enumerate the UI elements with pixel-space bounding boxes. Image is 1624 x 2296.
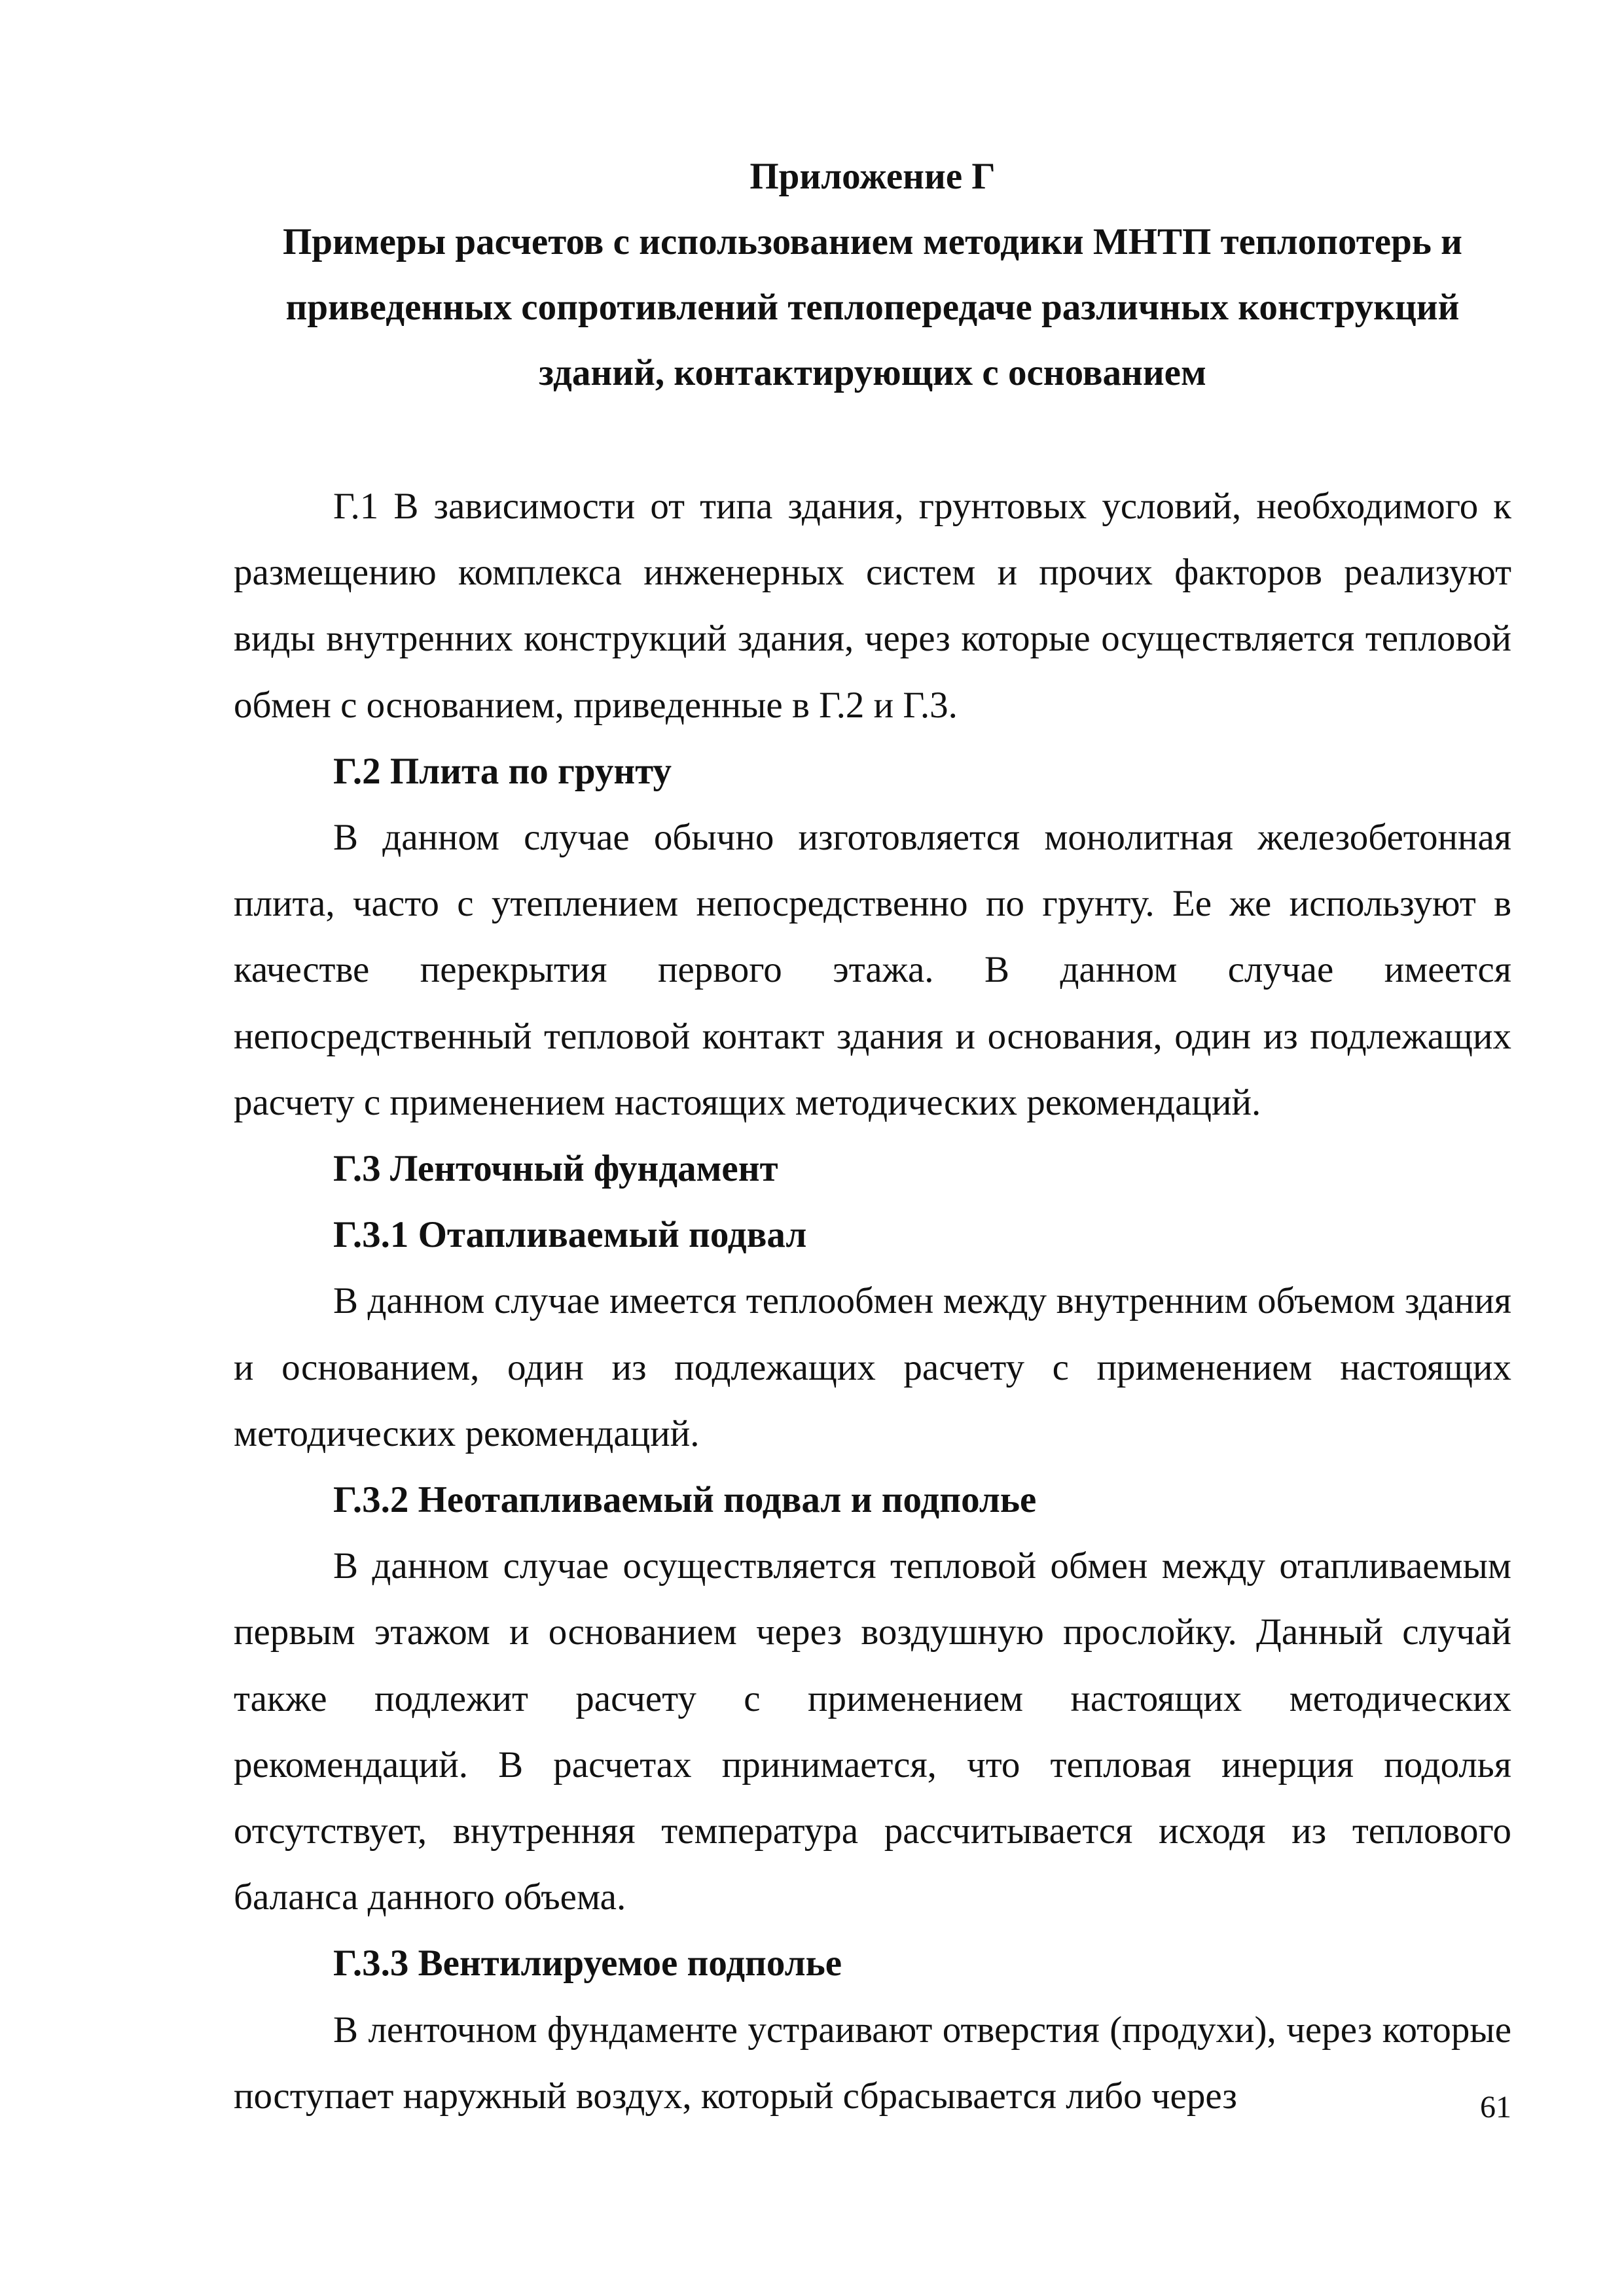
- appendix-title: Примеры расчетов с использованием методики МНТП теплопотерь и приведенных сопротивлений теплопередаче различных конструкций зданий, контактирующих с основанием: [282, 221, 1463, 393]
- paragraph-g3-1: В данном случае имеется теплообмен между внутренним объемом здания и основанием, один из подлежащих расчету с применением настоящих методических рекомендаций.: [234, 1280, 1511, 1454]
- document-page: [234, 144, 1511, 2129]
- paragraph-g3-2: В данном случае осуществляется тепловой обмен между отапливаемым первым этажом и основанием через воздушную прослойку. Данный случай также подлежит расчету с применением настоящих методических рекомендаций. В расчетах принимается, что тепловая инерция подолья отсутствует, внутренняя температура рассчитывается исходя из теплового баланса данного объема.: [234, 1545, 1511, 1918]
- appendix-label: Приложение Г: [749, 156, 996, 197]
- heading-g3-3: Г.3.3 Вентилируемое подполье: [333, 1943, 842, 1984]
- title-spacer: [234, 406, 1511, 473]
- heading-g3: Г.3 Ленточный фундамент: [333, 1148, 778, 1190]
- page-number: 61: [1480, 2090, 1511, 2125]
- heading-g3-2: Г.3.2 Неотапливаемый подвал и подполье: [333, 1479, 1037, 1521]
- heading-g3-1: Г.3.1 Отапливаемый подвал: [333, 1214, 807, 1256]
- paragraph-g2: В данном случае обычно изготовляется монолитная железобетонная плита, часто с утеплением непосредственно по грунту. Ее же используют в качестве перекрытия первого этажа. В данном случае имеется непосредственный тепловой контакт здания и основания, один из подлежащих расчету с применением настоящих методических рекомендаций.: [234, 817, 1511, 1123]
- paragraph-g1: Г.1 В зависимости от типа здания, грунтовых условий, необходимого к размещению комплекса инженерных систем и прочих факторов реализуют виды внутренних конструкций здания, через которые осуществляется тепловой обмен с основанием, приведенные в Г.2 и Г.3.: [234, 486, 1511, 726]
- heading-g2: Г.2 Плита по грунту: [333, 750, 672, 792]
- paragraph-g3-3: В ленточном фундаменте устраивают отверстия (продухи), через которые поступает наружный воздух, который сбрасывается либо через: [234, 2009, 1511, 2117]
